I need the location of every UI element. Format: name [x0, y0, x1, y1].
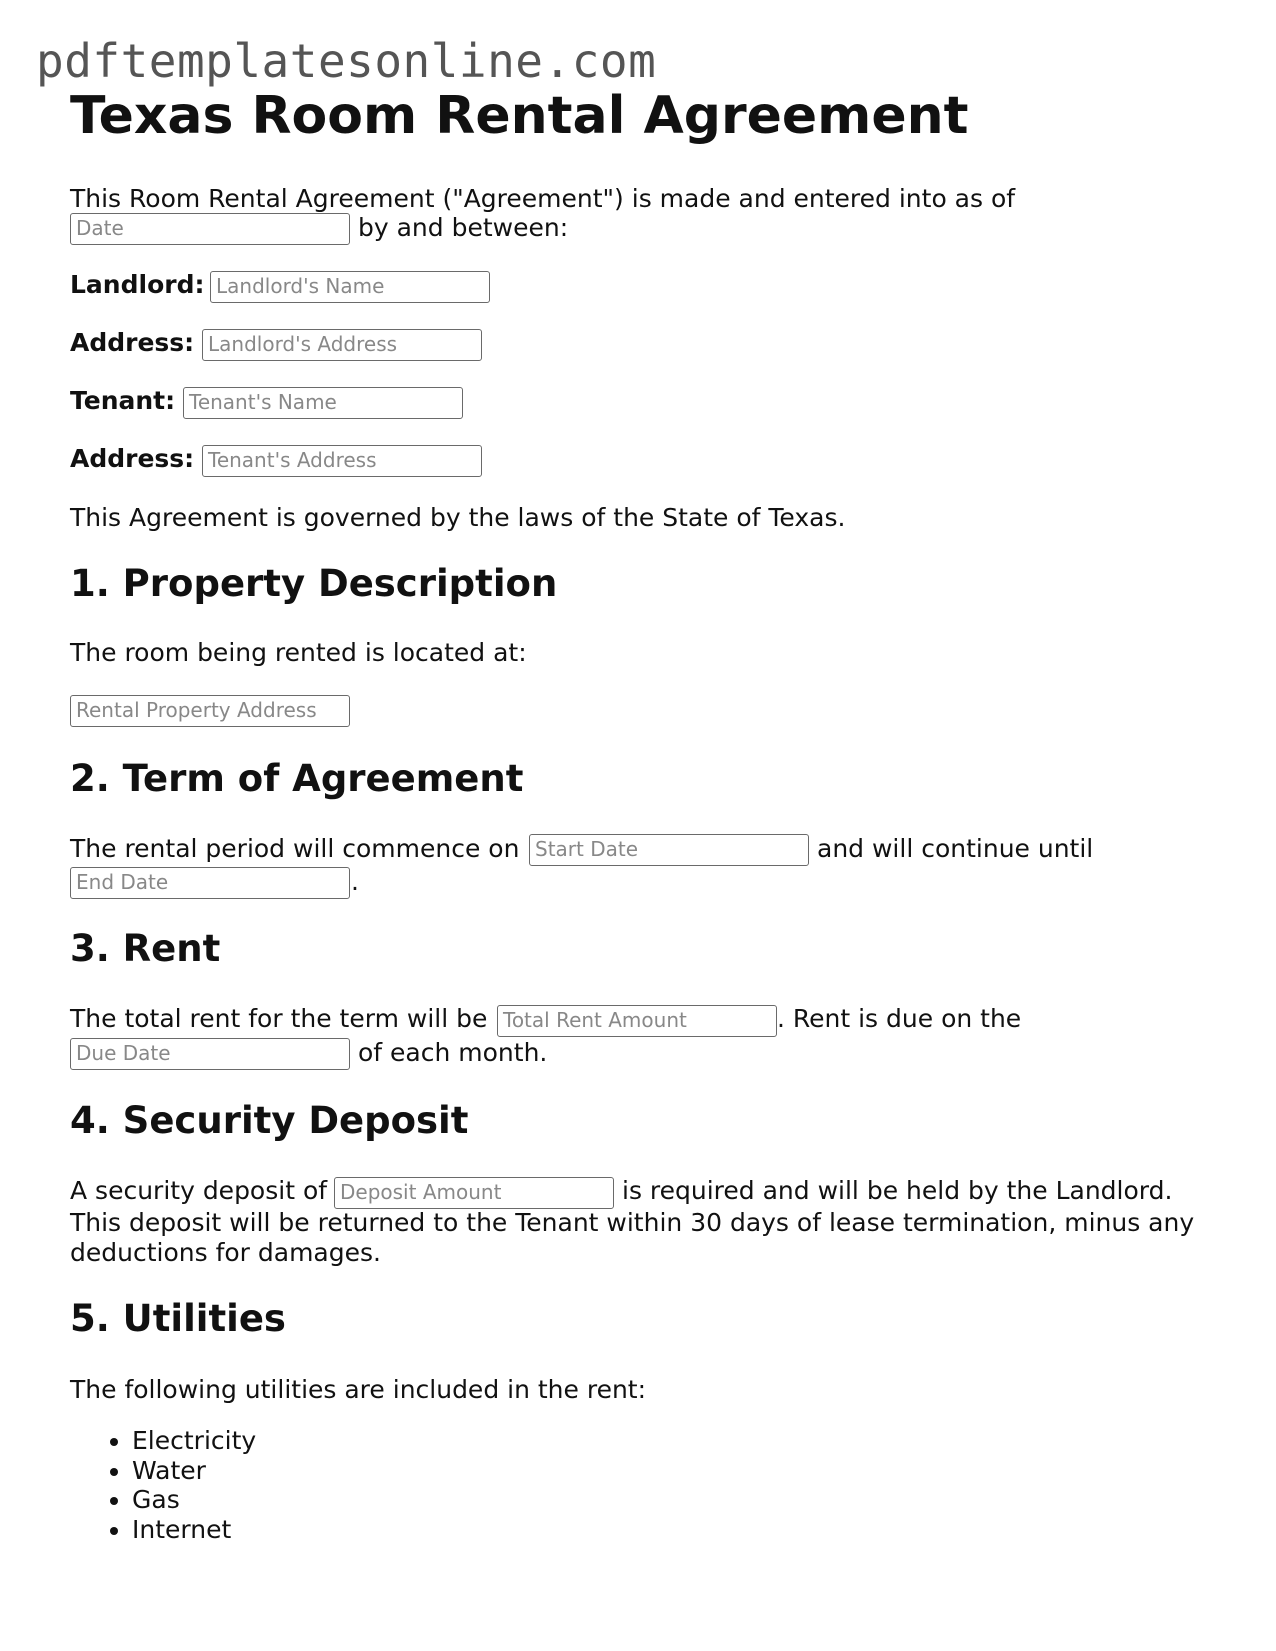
due-date-field[interactable]: Due Date: [70, 1038, 350, 1070]
list-item: • Gas: [132, 1485, 256, 1515]
section-heading-term: 2. Term of Agreement: [70, 757, 524, 800]
rent-text: The total rent for the term will be: [70, 1004, 488, 1033]
tenant-label: Tenant:: [70, 386, 176, 415]
deposit-terms-text: This deposit will be returned to the Tenant within 30 days of lease termination, minus any deductions for damages.: [70, 1208, 1195, 1267]
deposit-amount-field[interactable]: Deposit Amount: [334, 1177, 614, 1209]
agreement-date-field[interactable]: Date: [70, 213, 350, 245]
rental-property-address-field[interactable]: Rental Property Address: [70, 695, 350, 727]
landlord-address-label: Address:: [70, 328, 195, 357]
rent-text-middle: . Rent is due on the: [777, 1004, 1022, 1033]
term-text-end: .: [351, 867, 359, 896]
deposit-text-after: is required and will be held by the Landlord.: [622, 1176, 1173, 1205]
watermark: pdftemplatesonline.com: [36, 34, 657, 88]
term-text: The rental period will commence on: [70, 834, 520, 863]
rent-text-after: of each month.: [358, 1038, 548, 1067]
tenant-name-field[interactable]: Tenant's Name: [183, 387, 463, 419]
utilities-list: [70, 1426, 256, 1544]
document-title: Texas Room Rental Agreement: [70, 86, 969, 146]
total-rent-amount-field[interactable]: Total Rent Amount: [497, 1005, 777, 1037]
list-item: • Internet: [132, 1515, 256, 1545]
section-heading-deposit: 4. Security Deposit: [70, 1099, 469, 1142]
tenant-address-label: Address:: [70, 444, 195, 473]
list-item: • Water: [132, 1456, 256, 1486]
landlord-address-field[interactable]: Landlord's Address: [202, 329, 482, 361]
intro-text: This Room Rental Agreement ("Agreement") is made and entered into as of: [70, 184, 1016, 213]
tenant-address-field[interactable]: Tenant's Address: [202, 445, 482, 477]
deposit-text: A security deposit of: [70, 1176, 328, 1205]
term-text-middle: and will continue until: [817, 834, 1094, 863]
utilities-text: The following utilities are included in the rent:: [70, 1375, 647, 1404]
landlord-name-field[interactable]: Landlord's Name: [210, 271, 490, 303]
list-item: • Electricity: [132, 1426, 256, 1456]
landlord-label: Landlord:: [70, 270, 205, 299]
governing-law-text: This Agreement is governed by the laws of the State of Texas.: [70, 503, 846, 532]
section-heading-property: 1. Property Description: [70, 562, 558, 605]
start-date-field[interactable]: Start Date: [529, 834, 809, 866]
section-heading-utilities: 5. Utilities: [70, 1297, 286, 1340]
property-text: The room being rented is located at:: [70, 638, 527, 667]
intro-text-continued: by and between:: [358, 213, 569, 242]
section-heading-rent: 3. Rent: [70, 927, 221, 970]
end-date-field[interactable]: End Date: [70, 867, 350, 899]
